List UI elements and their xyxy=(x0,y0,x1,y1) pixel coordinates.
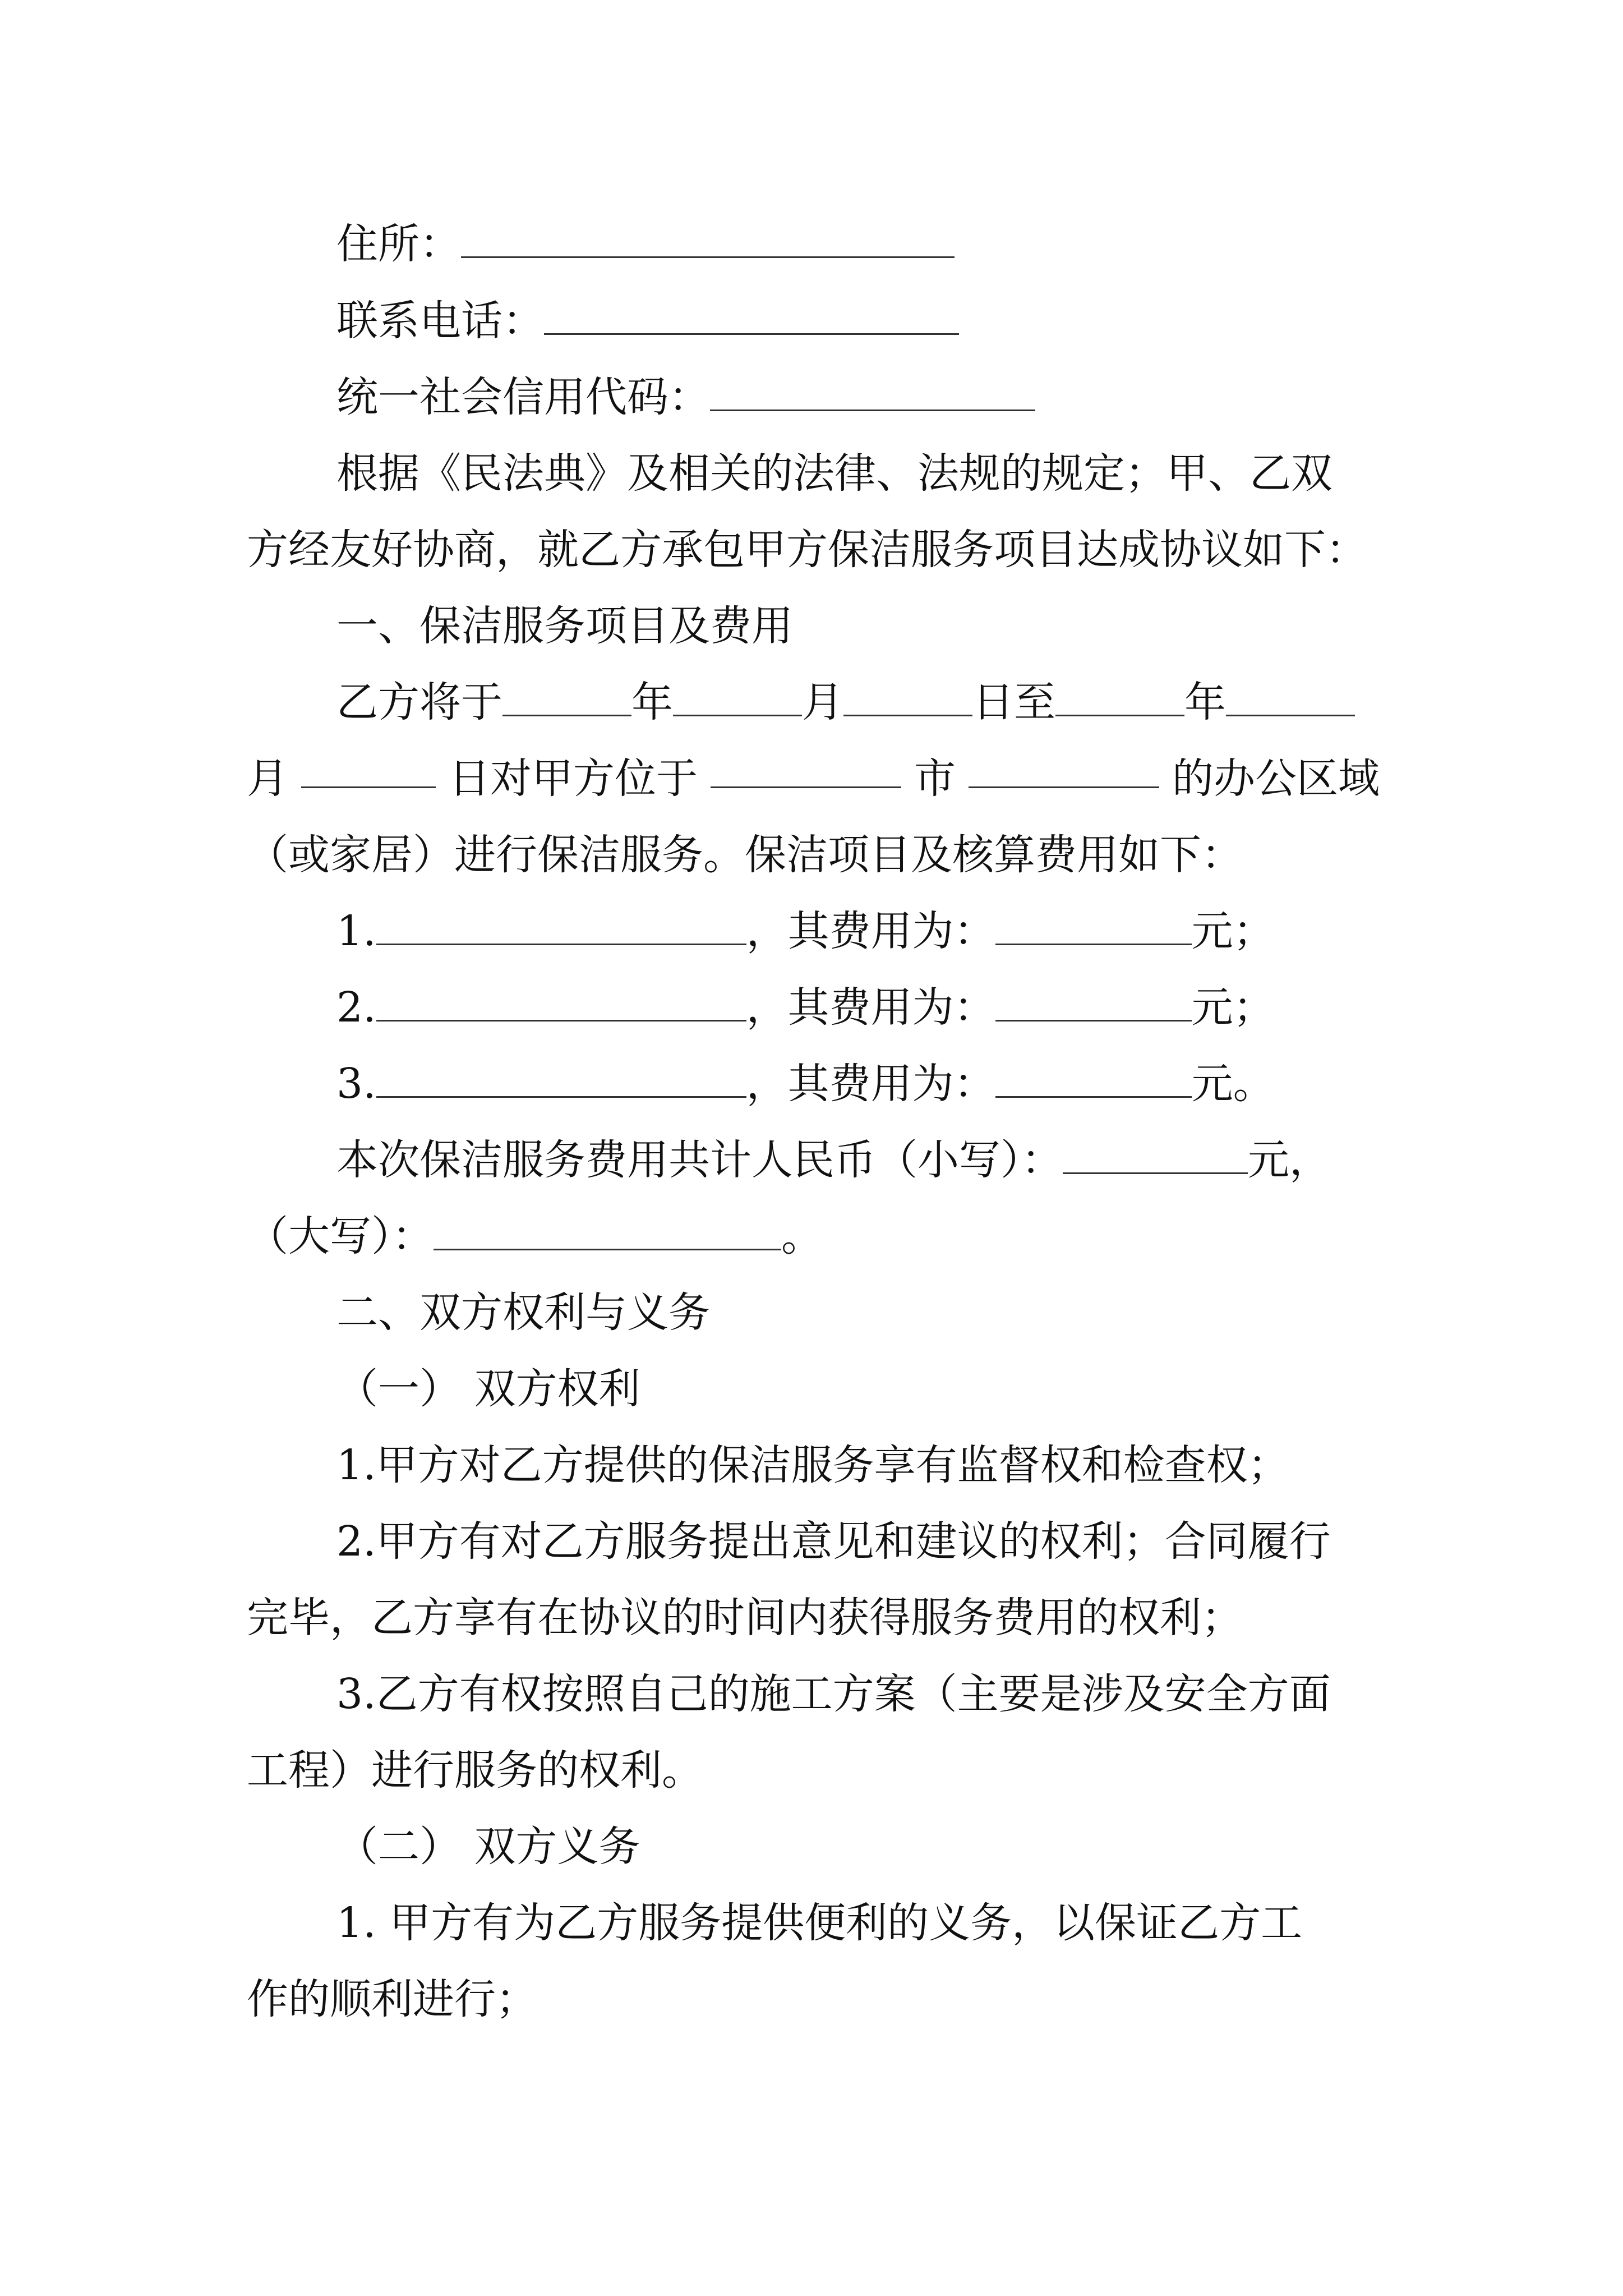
item-number: 1. xyxy=(336,907,376,955)
duty-1-line-b: 作的顺利进行； xyxy=(247,1975,537,2023)
address-line xyxy=(336,216,955,272)
period-text: 月 xyxy=(247,754,288,803)
item-unit: 元。 xyxy=(1191,1060,1275,1108)
item-name-blank xyxy=(376,984,746,1022)
end-day-blank xyxy=(301,751,436,788)
item-name-blank xyxy=(376,908,746,945)
right-3-line-b: 工程）进行服务的权利。 xyxy=(247,1746,703,1795)
city-blank xyxy=(711,751,901,788)
total-small-blank xyxy=(1063,1137,1248,1174)
start-month-blank xyxy=(673,679,802,716)
item-unit: 元； xyxy=(1191,907,1275,955)
period-line-c: （或家居）进行保洁服务。保洁项目及核算费用如下： xyxy=(247,831,1243,879)
intro-line-2: 方经友好协商，就乙方承包甲方保洁服务项目达成协议如下： xyxy=(247,526,1367,574)
total-small-unit: 元， xyxy=(1248,1136,1331,1184)
total-capital-label: （大写）： xyxy=(247,1212,434,1260)
section1-heading: 一、保洁服务项目及费用 xyxy=(336,602,793,650)
phone-blank xyxy=(544,297,959,335)
item-cost-blank xyxy=(995,1060,1192,1098)
total-capital-end: 。 xyxy=(781,1212,823,1260)
item-number: 2. xyxy=(336,983,376,1032)
item-cost-blank xyxy=(995,984,1192,1022)
item-number: 3. xyxy=(336,1060,376,1108)
period-text: 日对甲方位于 xyxy=(449,754,698,803)
period-line-a xyxy=(336,674,1355,730)
right-3-line-a: 3.乙方有权按照自己的施工方案（主要是涉及安全方面 xyxy=(336,1670,1331,1718)
end-year-blank xyxy=(1055,679,1184,716)
duties-heading: （二） 双方义务 xyxy=(336,1823,640,1871)
total-line-b xyxy=(247,1208,823,1264)
period-line-b xyxy=(247,751,1380,807)
start-year-blank xyxy=(502,679,631,716)
right-1: 1.甲方对乙方提供的保洁服务享有监督权和检查权； xyxy=(336,1441,1289,1489)
address-label: 住所： xyxy=(336,220,461,268)
start-day-blank xyxy=(843,679,972,716)
credit-code-blank xyxy=(710,374,1035,411)
period-text: 月 xyxy=(802,678,843,726)
rights-heading: （一） 双方权利 xyxy=(336,1365,640,1413)
credit-code-line xyxy=(336,369,1035,425)
period-text: 乙方将于 xyxy=(336,678,502,726)
right-2-line-b: 完毕，乙方享有在协议的时间内获得服务费用的权利； xyxy=(247,1594,1243,1642)
item-line-2 xyxy=(336,979,1275,1036)
intro-line-1: 根据《民法典》及相关的法律、法规的规定；甲、乙双 xyxy=(336,449,1332,498)
total-small-label: 本次保洁服务费用共计人民币（小写）： xyxy=(336,1136,1063,1184)
item-line-1 xyxy=(336,903,1275,959)
item-line-3 xyxy=(336,1056,1275,1112)
period-text: 年 xyxy=(631,678,673,726)
phone-label: 联系电话： xyxy=(336,297,544,345)
period-text: 日至 xyxy=(972,678,1055,726)
location-blank xyxy=(969,751,1159,788)
total-line-a xyxy=(336,1132,1331,1188)
item-name-blank xyxy=(376,1060,746,1098)
item-cost-label: ，其费用为： xyxy=(746,907,995,955)
item-cost-blank xyxy=(995,908,1192,945)
period-text: 的办公区域 xyxy=(1172,754,1380,803)
period-text: 年 xyxy=(1184,678,1226,726)
end-month-blank xyxy=(1226,679,1355,716)
period-text: 市 xyxy=(914,754,956,803)
credit-code-label: 统一社会信用代码： xyxy=(336,373,710,421)
duty-1-line-a: 1. 甲方有为乙方服务提供便利的义务，以保证乙方工 xyxy=(336,1899,1303,1947)
phone-line xyxy=(336,293,959,349)
item-unit: 元； xyxy=(1191,983,1275,1032)
total-capital-blank xyxy=(434,1213,781,1250)
item-cost-label: ，其费用为： xyxy=(746,983,995,1032)
item-cost-label: ，其费用为： xyxy=(746,1060,995,1108)
right-2-line-a: 2.甲方有对乙方服务提出意见和建议的权利；合同履行 xyxy=(336,1517,1331,1566)
section2-heading: 二、双方权利与义务 xyxy=(336,1289,710,1337)
address-blank xyxy=(461,220,955,258)
